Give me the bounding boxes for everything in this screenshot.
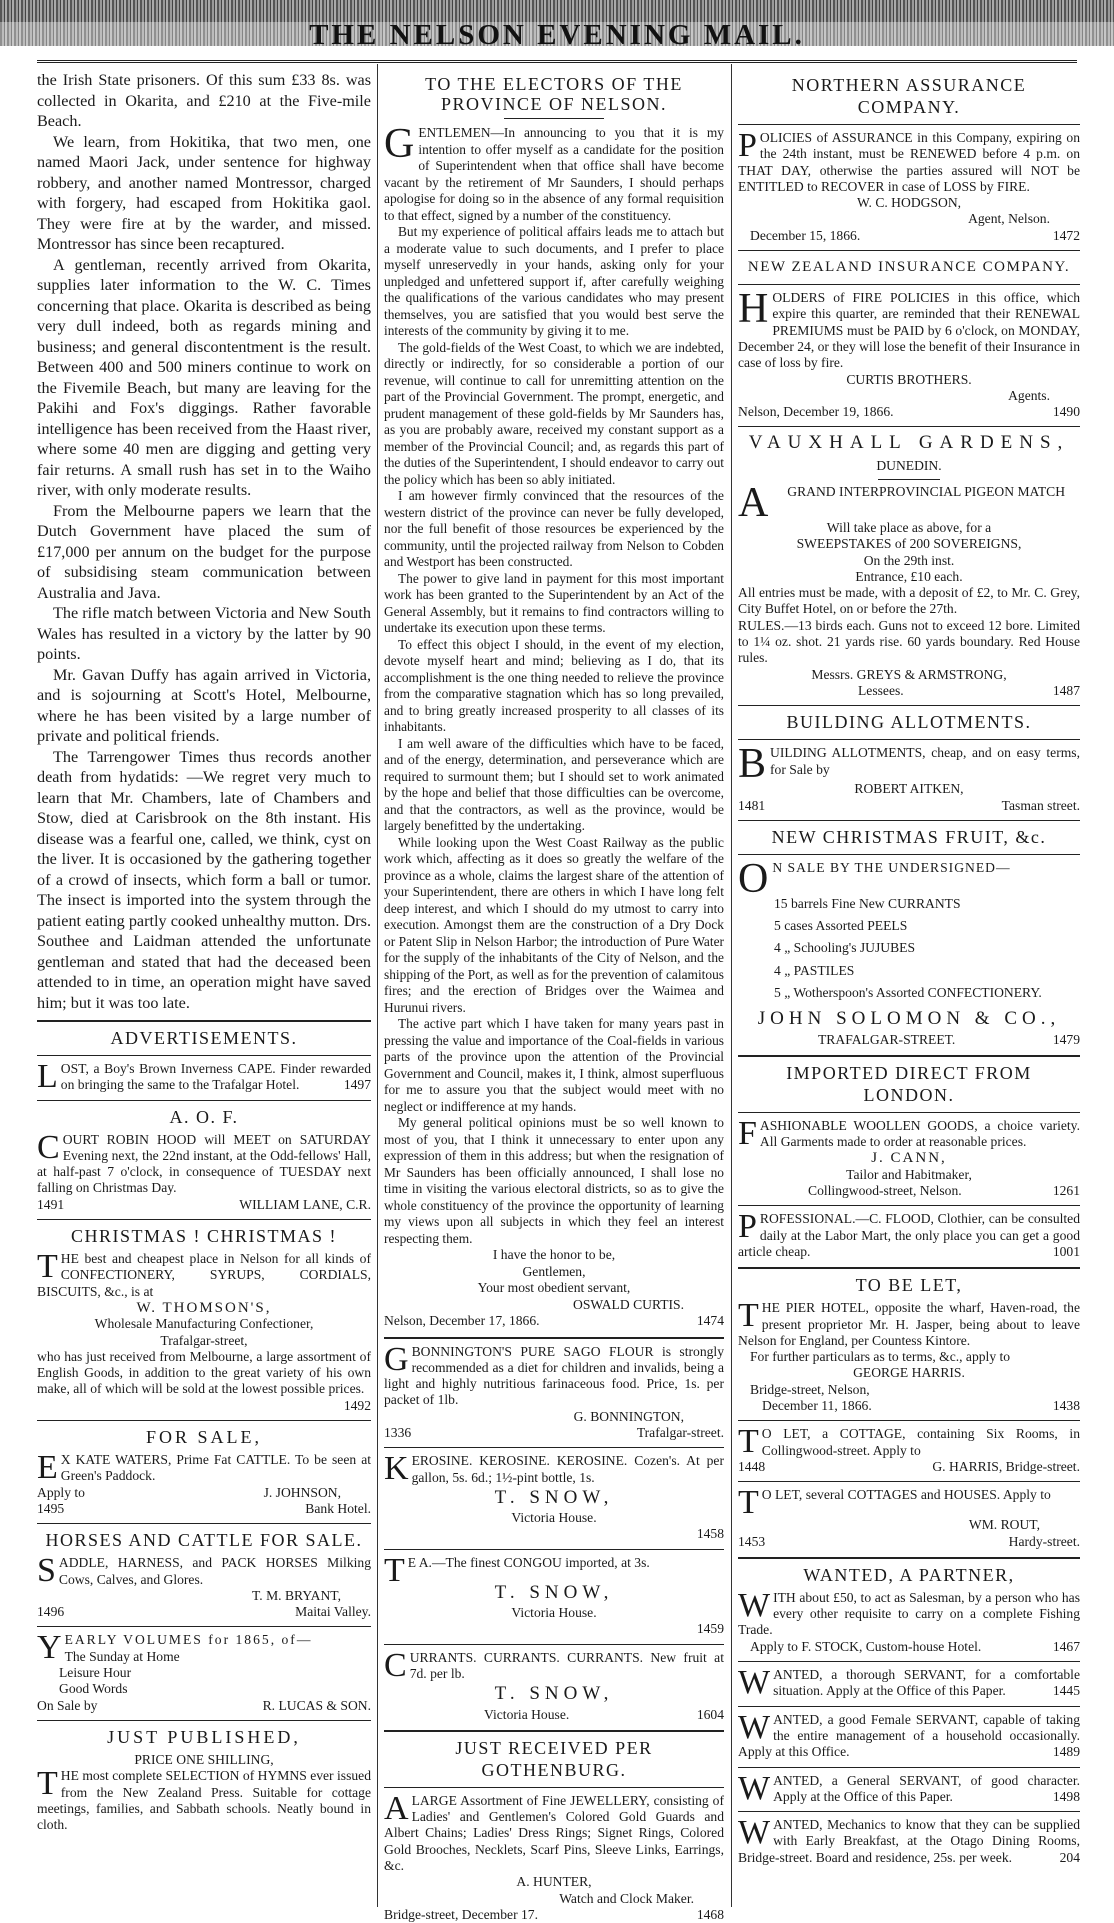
address-paragraph: While looking upon the West Coast Railway as the public work which, affecting as it does so greatly the welfare of the province as a whole, claims the largest share of the attention of your Superintendent, there are others in which I have long felt deep interest, and which I should do my utmost to carry into execution. Amongst them are the construction of a Dry Dock or Patent Slip in Nelson Harbor; the introduction of Pure Water for the supply of the inhabitants of the City of Nelson, and the shipping of the Port, as well as for the prevention of calamitous fires; and the erection of Bridges over the Waimea and Hurunui rivers. — [384, 834, 724, 1015]
ad-partner: W ITH about £50, to act as Salesman, by a person who has every other requisite to carry on a complete Fishing Trade. Apply to F. STOCK, Custom-house Hotel. 1467 — [738, 1586, 1080, 1654]
ad-heading: JUST PUBLISHED, — [107, 1726, 301, 1747]
ad-mechanics: W ANTED, Mechanics to know that they can be supplied with Early Breakfast, at the Otago Dining Rooms, Bridge-street. Board and residence, 25s. per week. 204 — [738, 1814, 1080, 1865]
ad-tea: T E A.—The finest CONGOU imported, at 3s. T. SNOW, Victoria House. 1459 — [384, 1551, 724, 1637]
column-divider — [377, 64, 378, 1907]
ad-building-allotments: B UILDING ALLOTMENTS, cheap, and on easy terms, for Sale by ROBERT AITKEN, 1481 Tasman street. — [738, 741, 1080, 813]
address-paragraph: I am however firmly convinced that the resources of the western district of the province can never be fully developed, nor the full benefit of those resources be experienced by the community, until the projected railway from Nelson to Cobden and Westport has been constructed. — [384, 488, 724, 569]
ad-yearly-volumes: Y EARLY VOLUMES for 1865, of— The Sunday at Home Leisure Hour Good Words On Sale by R. LUCAS & SON. — [37, 1629, 371, 1713]
ad-houses: T O LET, several COTTAGES and HOUSES. Apply to WM. ROUT, 1453 Hardy-street. — [738, 1484, 1080, 1549]
ad-horses: S ADDLE, HARNESS, and PACK HORSES Milking Cows, Calves, and Glores. T. M. BRYANT, 1496 Maitai Valley. — [37, 1552, 371, 1620]
ad-nz-insurance: H OLDERS of FIRE POLICIES in this office, which expire this quarter, are reminded that their RENEWAL PREMIUMS must be PAID by 6 o'clock, on MONDAY, December 24, or they will lose the benefit of their Insurance in case of loss by fire. CURTIS BROTHERS. Agents. Nelson, December 19, 1866. 1490 — [738, 286, 1080, 420]
ad-general-servant: W ANTED, a General SERVANT, of good character. Apply at the Office of this Paper. 1498 — [738, 1769, 1080, 1807]
address-paragraph: The power to give land in payment for this most important work has been granted to the Superintendent by an Act of the General Assembly, but it remains to find contractors willing to undertake its execution upon these terms. — [384, 570, 724, 635]
address-paragraph: I am well aware of the difficulties which have to be faced, and of the energy, determination, and perseverance which are required to surmount them; but I should set to work animated by the hope and belief that those difficulties can be overcome, and that the contractors, as well as the province, would be largely benefitted by the undertaking. — [384, 735, 724, 833]
ad-heading: NEW ZEALAND INSURANCE COMPANY. — [747, 259, 1071, 276]
ad-christmas: T HE best and cheapest place in Nelson for all kinds of CONFECTIONERY, SYRUPS, CORDIALS, BISCUITS, &c., is at W. THOMSON'S, Wholesale Manufacturing Confectioner, Trafalgar-street, who has just received from Melbourne, a large assortment of English Goods, in addition to the great variety of his own make, all of which will be sold at the lowest possible prices. 1492 — [37, 1248, 371, 1413]
news-paragraph: The Tarrengower Times thus records another death from hydatids: —We regret very much to learn that Mr. Chambers, late of Chambers and Stow, died at Carisbrook on the 8th instant. His disease was a fearful one, called, we think, cyst on the liver. It is occasioned by the gathering together of a crowd of insects, which form a ball or tumor. The insect is imported into the system through the patient eating partly cooked unhealthy mutton. Drs. Southee and Laidman attended the unfortunate gentleman and stated that had the deceased been attended to in time, an operation might have saved him; but it was too late. — [37, 747, 371, 1012]
ad-heading: FOR SALE, — [145, 1427, 262, 1448]
address-paragraph: To effect this object I should, in the event of my election, devote myself heart and mind; believing as I do, that its accomplishment is the one thing needed to relieve the province from the comparative stagnation which has so long prevailed, and to bring greatly increased prosperity to all classes of its inhabitants. — [384, 636, 724, 734]
ad-heading: WANTED, A PARTNER, — [803, 1564, 1015, 1585]
ad-woollen-goods: F ASHIONABLE WOOLLEN GOODS, a choice variety. All Garments made to order at reasonable prices. J. CANN, Tailor and Habitmaker, Collingwood-street, Nelson. 1261 — [738, 1114, 1080, 1199]
newspaper-title: THE NELSON EVENING MAIL. — [0, 22, 1114, 48]
ad-for-sale: E X KATE WATERS, Prime Fat CATTLE. To be seen at Green's Paddock. Apply to J. JOHNSON, 1495 Bank Hotel. — [37, 1449, 371, 1516]
news-paragraph: We learn, from Hokitika, that two men, one named Maori Jack, under sentence for highway robbery, and another named Montressor, charged with forgery, had escaped from Hokitika gaol. They were fire at by the warder, and missed. Montressor has since been recaptured. — [37, 132, 371, 253]
news-paragraph: The rifle match between Victoria and New South Wales has resulted in a victory by the latter by 90 points. — [37, 604, 371, 663]
ad-heading: VAUXHALL GARDENS, — [748, 432, 1070, 454]
address-paragraph: My general political opinions must be so well known to most of you, that I think it unnecessary to enter upon any expression of them in this address; but when the resignation of Mr Saunders has been officially announced, I shall lose no time in visiting the various electoral districts, so as to give the whole constituency of the province the opportunity of learning my views upon all subjects in which they feel an interest respecting them. — [384, 1115, 724, 1246]
ad-heading: NEW CHRISTMAS FRUIT, &c. — [771, 826, 1047, 847]
ad-heading: A. O. F. — [169, 1106, 239, 1127]
column-1: the Irish State prisoners. Of this sum £33 8s. was collected in Okarita, and £210 at the Five-mile Beach. We learn, from Hokitika, that two men, one named Maori Jack, under sentence for highway robbery, and another named Montressor, charged with forgery, had escaped from Hokitika gaol. They were fire at by the warder, and missed. Montressor has since been recaptured. A gentleman, recently arrived from Okarita, supplies later information to the W. C. Times concerning that place. Okarita is described as being very dull indeed, both as regards mining and business; and general discontentment is the result. Between 400 and 500 miners continue to work on the Fivemile Beach, but many are leaving for the Pakihi and Fox's diggings. Rather favorable intelligence has been received from the Haast river, where some 40 men are digging and getting very fair returns. A small rush has set in to the Waiho river, with only moderate results. From the Melbourne papers we learn that the Dutch Government have placed the sum of £17,000 per annum on the budget for the purpose of subsidising steam communication between Australia and Java. The rifle match between Victoria and New South Wales has resulted in a victory by the latter by 90 points. Mr. Gavan Duffy has again arrived in Victoria, and is sojourning at Scott's Hotel, Melbourne, where he has been visited by a large number of private and political friends. The Tarrengower Times thus records another death from hydatids: —We regret very much to learn that Mr. Chambers, late of Chambers and Stow, died at Carisbrook on the 8th instant. His disease was a fearful one, called, we think, cyst on the liver. It is occasioned by the gathering together of a crowd of insects, which form a ball or tumor. The insect is imported into the system through the patient eating partly cooked unhealthy mutton. Drs. Southee and Laidman attended the unfortunate gentleman and stated that had the deceased been attended to in time, an operation might have saved him; but it was too late. ADVERTISEMENTS. L OST, a Boy's Brown Inverness CAPE. Finder rewarded on bringing the same to the Trafalgar Hotel. 1497 A. O. F. C OURT ROBIN HOOD will MEET on SATURDAY Evening next, the 22nd instant, at the Odd-fellows' Hall, at half-past 7 o'clock, in consequence of TUESDAY next falling on Christmas Day. 1491 WILLIAM LANE, C.R. CHRISTMAS ! CHRISTMAS ! T HE best and cheapest place in Nelson for all kinds of CONFECTIONERY, SYRUPS, CORDIALS, BISCUITS, &c., is at W. THOMSON'S, Wholesale Manufacturing Confectioner, Trafalgar-street, who has just received from Melbourne, a large assortment of English Goods, in addition to the great variety of his own make, all of which will be sold at the lowest possible prices. 1492 FOR SALE, E X KATE WATERS, Prime Fat CATTLE. To be seen at Green's Paddock. Apply to J. JOHNSON, 1495 Bank Hotel. HORSES AND CATTLE FOR SALE. S ADDLE, HARNESS, and PACK HORSES Milking Cows, Calves, and Glores. T. M. BRYANT, 1496 Maitai Valley. Y EARLY VOLUMES for 1865, of— The Sunday at Home Leisure Hour Good Words On Sale by R. LUCAS & SON. JUST PUBLISHED, PRICE ONE SHILLING, T HE most complete SELECTION of HYMNS ever issued from the New Zealand Press. Suitable for cottage meetings, families, and Sabbath schools. Neatly bound in cloth. — [37, 71, 371, 1833]
ad-heading: JUST RECEIVED PER GOTHENBURG. — [455, 1737, 653, 1780]
ad-heading: CHRISTMAS ! CHRISTMAS ! — [70, 1226, 338, 1247]
ad-northern-assurance: P OLICIES of ASSURANCE in this Company, expiring on the 24th instant, must be RENEWED before 4 p.m. on THAT DAY, otherwise the parties assured will NOT be ENTITLED to RECOVER in case of LOSS by FIRE. W. C. HODGSON, Agent, Nelson. December 15, 1866. 1472 — [738, 127, 1080, 243]
ad-heading: TO BE LET, — [855, 1275, 963, 1296]
address-paragraph: The active part which I have taken for many years past in pressing the value and importance of the Coal-fields in various parts of the province upon the attention of the Provincial Government and Council, makes it, I think, almost superfluous for me to assure you that the subject would meet with no neglect or indifference at my hands. — [384, 1016, 724, 1114]
ad-aof: C OURT ROBIN HOOD will MEET on SATURDAY Evening next, the 22nd instant, at the Odd-fellows' Hall, at half-past 7 o'clock, in consequence of TUESDAY next falling on Christmas Day. 1491 WILLIAM LANE, C.R. — [37, 1128, 371, 1212]
ad-heading: BUILDING ALLOTMENTS. — [786, 712, 1032, 733]
ad-heading: HORSES AND CATTLE FOR SALE. — [45, 1530, 363, 1551]
masthead — [0, 0, 1114, 51]
ad-christmas-fruit: O N SALE BY THE UNDERSIGNED— 15 barrels Fine New CURRANTS 5 cases Assorted PEELS 4 „ Schooling's JUJUBES 4 „ PASTILES 5 „ Wotherspoon's Assorted CONFECTIONERY. JOHN SOLOMON & CO., TRAFALGAR-STREET. 1479 — [738, 855, 1080, 1047]
ad-female-servant: W ANTED, a good Female SERVANT, capable of taking the entire management of a household occasionally. Apply at this Office. 1489 — [738, 1708, 1080, 1760]
column-3: NORTHERN ASSURANCE COMPANY. P OLICIES of ASSURANCE in this Company, expiring on the 24th instant, must be RENEWED before 4 p.m. on THAT DAY, otherwise the parties assured will NOT be ENTITLED to RECOVER in case of LOSS by FIRE. W. C. HODGSON, Agent, Nelson. December 15, 1866. 1472 NEW ZEALAND INSURANCE COMPANY. H OLDERS of FIRE POLICIES in this office, which expire this quarter, are reminded that their RENEWAL PREMIUMS must be PAID by 6 o'clock, on MONDAY, December 24, or they will lose the benefit of their Insurance in case of loss by fire. CURTIS BROTHERS. Agents. Nelson, December 19, 1866. 1490 VAUXHALL GARDENS, DUNEDIN. A GRAND INTERPROVINCIAL PIGEON MATCH Will take place as above, for a SWEEPSTAKES of 200 SOVEREIGNS, On the 29th inst. Entrance, £10 each. All entries must be made, with a deposit of £2, to Mr. C. Grey, City Buffet Hotel, on or before the 27th. RULES.—13 birds each. Guns not to exceed 12 bore. Limited to 1¼ oz. shot. 21 yards rise. 60 yards boundary. Red House rules. Messrs. GREYS & ARMSTRONG, Lessees. 1487 BUILDING ALLOTMENTS. B UILDING ALLOTMENTS, cheap, and on easy terms, for Sale by ROBERT AITKEN, 1481 Tasman street. NEW CHRISTMAS FRUIT, &c. O N SALE BY THE UNDERSIGNED— 15 barrels Fine New CURRANTS 5 cases Assorted PEELS 4 „ Schooling's JUJUBES 4 „ PASTILES 5 „ Wotherspoon's Assorted CONFECTIONERY. JOHN SOLOMON & CO., TRAFALGAR-STREET. 1479 IMPORTED DIRECT FROM LONDON. F ASHIONABLE WOOLLEN GOODS, a choice variety. All Garments made to order at reasonable prices. J. CANN, Tailor and Habitmaker, Collingwood-street, Nelson. 1261 P ROFESSIONAL.—C. FLOOD, Clothier, can be consulted daily at the Labor Mart, the only place you can get a good article cheap. 1001 TO BE LET, T HE PIER HOTEL, opposite the wharf, Haven-road, the present proprietor Mr. H. Jasper, being about to leave Nelson for England, per Countess Kintore. For further particulars as to terms, &c., apply to GEORGE HARRIS. Bridge-street, Nelson, December 11, 1866. 1438 T O LET, a COTTAGE, containing Six Rooms, in Collingwood-street. Apply to 1448 G. HARRIS, Bridge-street. T O LET, several COTTAGES and HOUSES. Apply to WM. ROUT, 1453 Hardy-street. WANTED, A PARTNER, W ITH about £50, to act as Salesman, by a person who has every other requisite to carry on a complete Fishing Trade. Apply to F. STOCK, Custom-house Hotel. 1467 W ANTED, a thorough SERVANT, for a comfortable situation. Apply at the Office of this Paper. 1445 W ANTED, a good Female SERVANT, capable of taking the entire management of a household occasionally. Apply at this Office. 1489 W ANTED, a General SERVANT, of good character. Apply at the Office of this Paper. 1498 W ANTED, Mechanics to know that they can be supplied with Early Breakfast, at the Otago Dining Rooms, Bridge-street. Board and residence, 25s. per week. 204 — [738, 75, 1080, 1865]
ad-lost: L OST, a Boy's Brown Inverness CAPE. Finder rewarded on bringing the same to the Trafalgar Hotel. 1497 — [37, 1058, 371, 1095]
ad-heading: NORTHERN ASSURANCE COMPANY. — [791, 75, 1027, 117]
column-2: TO THE ELECTORS OF THE PROVINCE OF NELSON. GENTLEMEN—In announcing to you that it is my intention to offer myself as a candidate for the position of Superintendent when that office shall have become vacant by the retirement of Mr Saunders, I should perhaps apologise for doing so in the absence of any formal requisition to that effect, signed by a number of the constituency. But my experience of political affairs leads me to attach but a moderate value to such documents, and I prefer to place myself unreservedly in your hands, asking only for your unpledged and unfettered support if, after carefully weighing the qualifications of the various candidates who may present themselves, you are satisfied that you would best serve the interests of the community by giving it to me. The gold-fields of the West Coast, to which we are indebted, directly or indirectly, for so considerable a portion of our revenue, will continue to call for unremitting attention on the part of the Provincial Government. The prompt, energetic, and prudent management of these gold-fields by Mr Saunders has, as you are probably aware, received my constant support as a member of the Provincial Council; and, as regards this part of the duties of the Superintendent, I should endeavor to carry out the policy which has been so ably initiated. I am however firmly convinced that the resources of the western district of the province can never be fully developed, nor the full benefit of those resources be experienced by the community, until the projected railway from Nelson to Cobden and Westport has been constructed. The power to give land in payment for this most important work has been granted to the Superintendent by an Act of the General Assembly, but it remains to find contractors willing to undertake its execution upon these terms. To effect this object I should, in the event of my election, devote myself heart and mind; believing as I do, that its accomplishment is the one thing needed to relieve the province from the comparative stagnation which has so long prevailed, and to bring greatly increased prosperity to all classes of its inhabitants. I am well aware of the difficulties which have to be faced, and of the energy, determination, and perseverance which are required to surmount them; but I should set to work animated by the hope and belief that those difficulties can be overcome, and that the contractors, as well as the province, would be largely benefitted by the undertaking. While looking upon the West Coast Railway as the public work which, affecting as it does so greatly the welfare of the province as a whole, claims the largest share of the attention of your Superintendent, there are others in which I have long felt deep interest, and which I should do my utmost to carry into execution. Amongst them are the construction of a Dry Dock or Patent Slip in Nelson Harbor; the introduction of Pure Water for the supply of the inhabitants of the City of Nelson, and the shipping of the Port, as well as for the prevention of calamitous fires; and the erection of Bridges over the Waimea and Hurunui rivers. The active part which I have taken for many years past in pressing the value and importance of the Coal-fields in various parts of the province upon the attention of the Provincial Government and Council, makes it, I think, almost superfluous for me to assure you that the subject would meet with no neglect or indifference at my hands. My general political opinions must be so well known to most of you, that I think it unnecessary to enter upon any expression of them in this address; but when the resignation of Mr Saunders has been officially announced, I shall lose no time in visiting the various electoral districts, so as to give the whole constituency of the province the opportunity of learning my views upon all subjects in which they feel an interest respecting them. I have the honor to be, Gentlemen, Your most obedient servant, OSWALD CURTIS. Nelson, December 17, 1866. 1474 G BONNINGTON'S PURE SAGO FLOUR is strongly recommended as a diet for children and invalids, being a light and highly nutritious farinaceous food. Price, 1s. per packet of 1lb. G. BONNINGTON, 1336 Trafalgar-street. K EROSINE. KEROSINE. KEROSINE. Cozen's. At per gallon, 5s. 6d.; 1½-pint bottle, 1s. T. SNOW, Victoria House. 1458 T E A.—The finest CONGOU imported, at 3s. T. SNOW, Victoria House. 1459 C URRANTS. CURRANTS. CURRANTS. New fruit at 7d. per lb. T. SNOW, Victoria House. 1604 JUST RECEIVED PER GOTHENBURG. A LARGE Assortment of Fine JEWELLERY, consisting of Ladies' and Gentlemen's Colored Gold Guards and Albert Chains; Ladies' Dress Rings; Signet Rings, Colored Gold Brooches, Necklets, Scarf Pins, Sleeve Links, Earrings, &c. A. HUNTER, Watch and Clock Maker. Bridge-street, December 17. 1468 — [384, 74, 724, 1922]
ad-currants: C URRANTS. CURRANTS. CURRANTS. New fruit at 7d. per lb. T. SNOW, Victoria House. 1604 — [384, 1646, 724, 1722]
ad-pier-hotel: T HE PIER HOTEL, opposite the wharf, Haven-road, the present proprietor Mr. H. Jasper, being about to leave Nelson for England, per Countess Kintore. For further particulars as to terms, &c., apply to GEORGE HARRIS. Bridge-street, Nelson, December 11, 1866. 1438 — [738, 1297, 1080, 1414]
ad-hymns: T HE most complete SELECTION of HYMNS ever issued from the New Zealand Press. Suitable for cottage meetings, families, and Sabbath schools. Neatly bound in cloth. — [37, 1765, 371, 1833]
section-rule — [37, 1020, 371, 1022]
news-paragraph: Mr. Gavan Duffy has again arrived in Victoria, and is sojourning at Scott's Hotel, Melbourne, where he has been visited by a large number of private and political friends. — [37, 665, 371, 745]
address-paragraph: The gold-fields of the West Coast, to which we are indebted, directly or indirectly, for so considerable a portion of our revenue, will continue to call for unremitting attention on the part of the Provincial Government. The prompt, energetic, and prudent management of these gold-fields by Mr Saunders has, as you are probably aware, received my constant support as a member of the Provincial Council; and, as regards this part of the duties of the Superintendent, I should endeavor to carry out the policy which has been so ably initiated. — [384, 339, 724, 487]
signature: OSWALD CURTIS. — [573, 1296, 684, 1312]
top-rule — [37, 60, 1077, 63]
news-paragraph: A gentleman, recently arrived from Okarita, supplies later information to the W. C. Times concerning that place. Okarita is described as being very dull indeed, both as regards mining and business; and general discontentment is the result. Between 400 and 500 miners continue to work on the Fivemile Beach, but many are leaving for the Pakihi and Fox's diggings. Rather favorable intelligence has been received from the Haast river, where some 40 men are digging and getting very fair returns. A small rush has set in to the Waiho river, with only moderate results. — [37, 255, 371, 499]
column-divider — [731, 64, 732, 1907]
ad-sago: G BONNINGTON'S PURE SAGO FLOUR is strongly recommended as a diet for children and invalids, being a light and highly nutritious farinaceous food. Price, 1s. per packet of 1lb. G. BONNINGTON, 1336 Trafalgar-street. — [384, 1340, 724, 1440]
ad-jewellery: A LARGE Assortment of Fine JEWELLERY, consisting of Ladies' and Gentlemen's Colored Gold Guards and Albert Chains; Ladies' Dress Rings; Signet Rings, Colored Gold Brooches, Necklets, Scarf Pins, Sleeve Links, Earrings, &c. A. HUNTER, Watch and Clock Maker. Bridge-street, December 17. 1468 — [384, 1789, 724, 1922]
electors-heading: TO THE ELECTORS OF THE PROVINCE OF NELSON. — [425, 74, 683, 114]
ad-heading: IMPORTED DIRECT FROM LONDON. — [786, 1062, 1032, 1105]
address-paragraph: GENTLEMEN—In announcing to you that it is my intention to offer myself as a candidate for the position of Superintendent when that office shall have become vacant by the retirement of Mr Saunders, I should perhaps apologise for doing so in the absence of any formal requisition to that effect, signed by a number of the constituency. — [384, 121, 724, 223]
advertisements-heading: ADVERTISEMENTS. — [110, 1028, 298, 1048]
news-paragraph: the Irish State prisoners. Of this sum £33 8s. was collected in Okarita, and £210 at the Five-mile Beach. — [37, 71, 371, 130]
ad-pigeon-match: A GRAND INTERPROVINCIAL PIGEON MATCH Will take place as above, for a SWEEPSTAKES of 200 SOVEREIGNS, On the 29th inst. Entrance, £10 each. All entries must be made, with a deposit of £2, to Mr. C. Grey, City Buffet Hotel, on or before the 27th. RULES.—13 birds each. Guns not to exceed 12 bore. Limited to 1¼ oz. shot. 21 yards rise. 60 yards boundary. Red House rules. Messrs. GREYS & ARMSTRONG, Lessees. 1487 — [738, 479, 1080, 698]
ad-servant: W ANTED, a thorough SERVANT, for a comfortable situation. Apply at the Office of this Paper. 1445 — [738, 1664, 1080, 1702]
news-paragraph: From the Melbourne papers we learn that the Dutch Government have placed the sum of £17,000 per annum on the budget for the purpose of subsidising steam communication between Australia and Java. — [37, 501, 371, 602]
ad-cottage: T O LET, a COTTAGE, containing Six Rooms, in Collingwood-street. Apply to 1448 G. HARRIS, Bridge-street. — [738, 1423, 1080, 1474]
address-paragraph: But my experience of political affairs leads me to attach but a moderate value to such documents, and I prefer to place myself unreservedly in your hands, asking only for your unpledged and unfettered support if, after carefully weighing the qualifications of the various candidates who may present themselves, you are satisfied that you would best serve the interests of the community by giving it to me. — [384, 224, 724, 338]
ad-kerosine: K EROSINE. KEROSINE. KEROSINE. Cozen's. At per gallon, 5s. 6d.; 1½-pint bottle, 1s. T. SNOW, Victoria House. 1458 — [384, 1450, 724, 1542]
ad-professional: P ROFESSIONAL.—C. FLOOD, Clothier, can be consulted daily at the Labor Mart, the only place you can get a good article cheap. 1001 — [738, 1208, 1080, 1259]
